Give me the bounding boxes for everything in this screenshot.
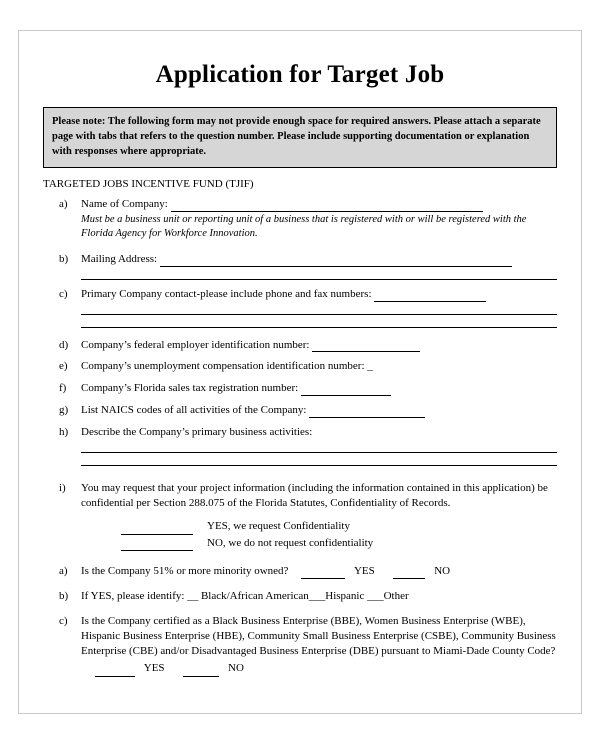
primary-contact-input-line2[interactable] xyxy=(81,302,557,315)
fein-input[interactable] xyxy=(312,340,420,352)
certification-no-checkbox[interactable] xyxy=(183,665,219,677)
spacer xyxy=(43,551,557,564)
item-body xyxy=(81,614,557,677)
confidentiality-no-checkbox[interactable] xyxy=(121,539,193,551)
form-item-fein xyxy=(43,338,557,353)
item-label: Mailing Address: xyxy=(81,252,158,265)
item-body xyxy=(81,359,557,374)
form-item-confidentiality xyxy=(43,481,557,511)
confidentiality-options xyxy=(121,518,557,551)
item-marker: i) xyxy=(59,481,66,494)
item-note: Must be a business unit or reporting unit of a business that is registered with or will be registered with the Florida Agency for Workforce Innovation. xyxy=(81,213,527,240)
minority-yes-label: YES xyxy=(353,565,375,578)
item-label: Company’s unemployment compensation identification number: _ xyxy=(81,360,373,373)
item-body xyxy=(81,381,557,396)
certification-no-label: NO xyxy=(228,662,244,675)
item-body xyxy=(81,564,557,579)
item-label: Primary Company contact-please include phone and fax numbers: xyxy=(81,287,372,300)
mailing-address-input[interactable] xyxy=(160,255,512,267)
item-marker: b) xyxy=(59,589,69,602)
document-page xyxy=(18,30,582,714)
item-marker: c) xyxy=(59,287,68,300)
company-name-input[interactable] xyxy=(171,200,483,212)
primary-contact-input-line3[interactable] xyxy=(81,315,557,328)
primary-contact-input[interactable] xyxy=(374,290,486,302)
question-text: Is the Company 51% or more minority owned? xyxy=(81,565,289,578)
business-activities-input-line1[interactable] xyxy=(81,440,557,453)
form-item-company-name xyxy=(43,197,557,242)
confidentiality-option-no[interactable] xyxy=(121,535,557,552)
form-item-unemployment-comp-id xyxy=(43,359,557,374)
item-body[interactable]: If YES, please identify: __ Black/African American___Hispanic ___Other xyxy=(81,589,409,602)
spacer xyxy=(43,468,557,481)
item-body xyxy=(81,338,557,353)
question-certification xyxy=(43,614,557,677)
item-marker: a) xyxy=(59,197,68,210)
item-body xyxy=(81,252,557,280)
page-title: Application for Target Job xyxy=(155,61,445,88)
item-label: List NAICS codes of all activities of the Company: xyxy=(81,404,307,417)
form-item-sales-tax-reg xyxy=(43,381,557,396)
confidentiality-option-yes[interactable] xyxy=(121,518,557,535)
form-item-naics-codes xyxy=(43,403,557,418)
spacer xyxy=(43,244,557,252)
item-body xyxy=(81,425,557,466)
item-marker: e) xyxy=(59,360,68,373)
spacer xyxy=(43,330,557,338)
question-text: Is the Company certified as a Black Business Enterprise (BBE), Women Business Enterprise (WBE), Hispanic Business Enterprise (HBE), Community Small Business Enterprise (CSBE), Community Business Enterprise (CBE) and/or Disadvantaged Business Enterprise (DBE) pursuant to Miami-Dade County Code? xyxy=(81,614,556,658)
item-marker: a) xyxy=(59,565,68,578)
minority-yes-checkbox[interactable] xyxy=(301,567,345,579)
document-body xyxy=(19,31,581,689)
item-marker: f) xyxy=(59,382,67,395)
minority-no-checkbox[interactable] xyxy=(393,567,425,579)
section-heading: TARGETED JOBS INCENTIVE FUND (TJIF) xyxy=(43,177,254,190)
item-marker: h) xyxy=(59,425,69,438)
mailing-address-input-line2[interactable] xyxy=(81,267,557,280)
item-marker: d) xyxy=(59,338,69,351)
spacer xyxy=(43,581,557,589)
confidentiality-no-label: NO, we do not request confidentiality xyxy=(207,536,374,549)
confidentiality-yes-checkbox[interactable] xyxy=(121,523,193,535)
question-minority-identify xyxy=(43,589,557,604)
item-marker: g) xyxy=(59,404,69,417)
item-marker: c) xyxy=(59,614,68,627)
confidentiality-yes-label: YES, we request Confidentiality xyxy=(207,520,350,533)
certification-yes-checkbox[interactable] xyxy=(95,665,135,677)
item-label: Company’s federal employer identification number: xyxy=(81,338,310,351)
item-label: Name of Company: xyxy=(81,197,168,210)
item-body xyxy=(81,287,557,328)
sales-tax-reg-input[interactable] xyxy=(301,384,391,396)
minority-no-label: NO xyxy=(434,565,451,578)
item-body xyxy=(81,197,557,242)
form-item-primary-contact xyxy=(43,287,557,328)
business-activities-input-line2[interactable] xyxy=(81,453,557,466)
naics-codes-input[interactable] xyxy=(309,406,425,418)
item-body: You may request that your project information (including the information contained in this application) be confidential per Section 288.075 of the Florida Statutes, Confidentiality of Records. xyxy=(81,481,548,509)
form-item-mailing-address xyxy=(43,252,557,280)
spacer xyxy=(43,606,557,614)
question-minority-owned xyxy=(43,564,557,579)
certification-yes-label: YES xyxy=(143,662,165,675)
item-label: Company’s Florida sales tax registration number: xyxy=(81,382,299,395)
item-label: Describe the Company’s primary business activities: xyxy=(81,425,313,438)
form-item-business-activities xyxy=(43,425,557,466)
notice-box: Please note: The following form may not provide enough space for required answers. Please attach a separate page with tabs that refers to the question number. Please include supporting documentation or explanation with responses where appropriate. xyxy=(43,107,557,168)
item-marker: b) xyxy=(59,252,69,265)
item-body xyxy=(81,403,557,418)
